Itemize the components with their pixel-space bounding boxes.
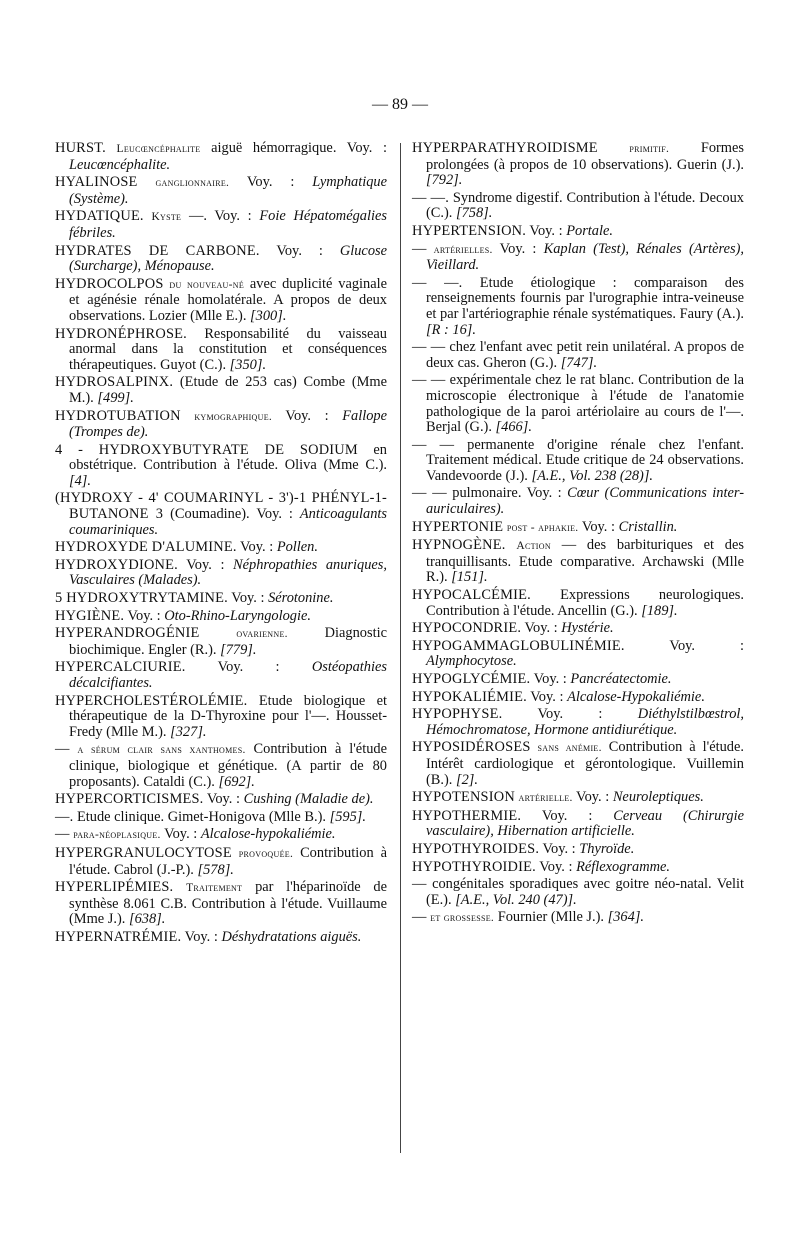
entry-text: Voy. : xyxy=(246,174,295,191)
index-entry xyxy=(412,373,744,435)
index-entry xyxy=(412,707,744,738)
entry-qualifier: sans anémie. xyxy=(537,742,602,755)
entry-text: Voy. : xyxy=(164,826,198,843)
entry-reference: Pollen. xyxy=(276,539,318,556)
entry-text: Voy. : xyxy=(127,607,161,624)
entry-headword: HYDROTUBATION xyxy=(55,407,181,424)
entry-headword: HYPOCALCÉMIE. xyxy=(412,587,531,604)
index-entry xyxy=(412,809,744,840)
entry-reference: Réflexogramme. xyxy=(576,858,670,875)
entry-headword: HYPERCHOLESTÉROLÉMIE. xyxy=(55,692,248,709)
entry-qualifier: provoquée. xyxy=(238,847,294,860)
entry-text: Voy. : xyxy=(231,590,265,607)
entry-reference: Cœur (Communications inter-auriculaires). xyxy=(426,485,744,518)
entry-reference: [151]. xyxy=(451,569,488,586)
entry-text: Voy. : xyxy=(533,671,567,687)
entry-text: Voy. : xyxy=(206,791,240,808)
index-entry xyxy=(412,486,744,517)
index-entry xyxy=(412,224,744,240)
entry-text: pulmonaire. Voy. : xyxy=(452,485,562,502)
entry-reference: Kaplan (Test), Rénales (Artères), Vieillard. xyxy=(426,240,744,274)
entry-text: Voy. : xyxy=(669,637,745,654)
entry-text: Voy. : xyxy=(537,706,603,723)
entry-headword: (HYDROXY - 4' COUMARINYL - 3')-1 PHÉNYL-1-BUTANONE 3 xyxy=(55,490,387,523)
entry-reference: Lymphatique (Système). xyxy=(69,174,387,207)
entry-text: (Coumadine). Voy. : xyxy=(170,506,293,523)
entry-qualifier: et grossesse. xyxy=(430,912,495,925)
entry-qualifier: Kyste xyxy=(151,211,182,224)
entry-headword: HYPOCONDRIE. xyxy=(412,620,522,637)
entry-headword: HYPNOGÈNE. xyxy=(412,537,506,554)
entry-headword: HYDRATES DE CARBONE. xyxy=(55,242,260,259)
entry-text: Etude étiologique : comparaison des renseignements fournis par l'urographie intra-veineuse et par l'artériographie rénale systématiques. Faury (A.). xyxy=(426,274,744,322)
entry-reference: [595]. xyxy=(329,808,366,825)
entry-headword: HYPOSIDÉROSES xyxy=(412,739,531,756)
entry-qualifier: Action xyxy=(516,540,551,553)
entry-text: Voy. : xyxy=(285,407,329,424)
entry-text: permanente d'origine rénale chez l'enfant. Traitement médical. Etude critique de 24 observations. Vandevoorde (J.). xyxy=(426,436,744,484)
entry-reference: [350]. xyxy=(229,356,267,373)
entry-headword: HYPOTHYROIDIE. xyxy=(412,858,536,875)
entry-qualifier: artérielles. xyxy=(433,243,493,256)
entry-reference: Portale. xyxy=(566,222,613,239)
entry-reference: [A.E., Vol. 240 (47)]. xyxy=(455,891,577,908)
entry-headword: HYPERGRANULOCYTOSE xyxy=(55,844,232,861)
entry-reference: Leucœncéphalite. xyxy=(69,156,171,173)
entry-text: aiguë hémorragique. Voy. : xyxy=(211,140,387,156)
index-entry xyxy=(55,660,387,691)
entry-reference: Glucose (Surcharge), Ménopause. xyxy=(69,242,387,275)
index-entry xyxy=(55,209,387,241)
entry-qualifier: ganglionnaire. xyxy=(155,177,230,190)
entry-headword: — xyxy=(55,741,70,758)
index-entry xyxy=(55,591,387,607)
entry-qualifier: du nouveau-né xyxy=(169,278,245,291)
entry-text: Etude clinique. Gimet-Honigova (Mlle B.). xyxy=(77,808,326,825)
entry-reference: Anticoagulants coumariniques. xyxy=(69,506,387,538)
entry-headword: HYDROXYDIONE. xyxy=(55,556,178,573)
index-entry xyxy=(412,672,744,688)
index-entry xyxy=(412,588,744,619)
entry-headword: HYPERANDROGÉNIE xyxy=(55,625,200,642)
entry-text: Voy. : xyxy=(542,840,576,857)
index-entry xyxy=(412,790,744,807)
index-entry xyxy=(55,810,387,826)
entry-headword: HYPOTHYROIDES. xyxy=(412,840,540,857)
entry-text: (Etude de 253 cas) Combe (Mme M.). xyxy=(69,374,388,406)
entry-reference: Foie Hépatomégalies fébriles. xyxy=(69,208,387,241)
entry-headword: — xyxy=(412,240,427,257)
index-entry xyxy=(55,558,387,589)
entry-reference: [758]. xyxy=(456,205,493,222)
index-entry xyxy=(55,244,387,275)
entry-text: Voy. : xyxy=(529,222,563,239)
entry-reference: [747]. xyxy=(560,354,598,371)
index-entry xyxy=(412,538,744,586)
entry-text: Voy. : xyxy=(184,928,218,945)
entry-headword: HYPOTHERMIE. xyxy=(412,807,522,824)
index-entry xyxy=(412,740,744,788)
index-entry xyxy=(412,340,744,371)
right-column xyxy=(412,141,744,929)
index-entry xyxy=(55,175,387,207)
index-entry xyxy=(55,409,387,441)
index-entry xyxy=(412,860,744,876)
page-number: — 89 — xyxy=(372,96,428,113)
entry-text: Syndrome digestif. Contribution à l'étude. Decoux (C.). xyxy=(426,189,744,222)
entry-text: Contribution à l'étude clinique, biologique et génétique. (A partir de 80 proposants). Cataldi (C.). xyxy=(69,741,387,790)
entry-text: Voy. : xyxy=(276,242,323,259)
entry-text: Diagnostic biochimique. Engler (R.). xyxy=(69,625,387,658)
entry-reference: [189]. xyxy=(641,602,678,619)
index-entry xyxy=(55,846,387,878)
entry-headword: — —. xyxy=(412,189,450,206)
entry-reference: [779]. xyxy=(220,641,257,658)
entry-text: Responsabilité du vaisseau anormal dans la constitution et conséquences thérapeutiques. Guyot (C.). xyxy=(69,325,387,373)
entry-reference: Ostéopathies décalcifiantes. xyxy=(69,659,387,691)
index-entry xyxy=(55,880,387,928)
entry-headword: — — xyxy=(412,485,447,502)
index-entry xyxy=(55,827,387,844)
entry-reference: Diéthylstilbœstrol, Hémochromatose, Hormone antidiurétique. xyxy=(426,706,744,738)
entry-text: Voy. : xyxy=(539,858,573,875)
index-entry xyxy=(55,491,387,538)
entry-headword: HYDROCOLPOS xyxy=(55,275,164,292)
entry-qualifier: a sérum clair sans xanthomes. xyxy=(77,744,246,757)
entry-text: Voy. : xyxy=(524,620,558,637)
entry-text: Voy. : xyxy=(217,659,280,676)
entry-headword: HYPERLIPÉMIES. xyxy=(55,879,174,896)
entry-text: congénitales sporadiques avec goitre néo-natal. Velit (E.). xyxy=(426,876,744,908)
entry-reference: [4]. xyxy=(69,472,91,489)
entry-text: expérimentale chez le rat blanc. Contribution de la microscopie électronique à l'étude de l'anatomie pathologique de la paroi artériolaire au cours de l'—. Berjal (G.). xyxy=(426,372,744,436)
index-entry xyxy=(412,877,744,908)
entry-headword: 4 - HYDROXYBUTYRATE DE SODIUM xyxy=(55,441,358,458)
entry-headword: HYPOKALIÉMIE. xyxy=(412,688,527,705)
index-entry xyxy=(412,191,744,222)
entry-reference: Cushing (Maladie de). xyxy=(243,791,374,808)
entry-reference: Alcalose-Hypokaliémie. xyxy=(567,688,705,705)
entry-headword: — — xyxy=(412,436,455,453)
index-entry xyxy=(55,930,387,946)
entry-text: Voy. : xyxy=(240,539,274,556)
index-entry xyxy=(55,277,387,325)
entry-qualifier: Traitement xyxy=(186,882,243,895)
entry-headword: HYDROSALPINX. xyxy=(55,374,174,391)
entry-headword: HYPERPARATHYROIDISME xyxy=(412,140,598,156)
entry-headword: — xyxy=(412,909,427,926)
entry-reference: Déshydratations aiguës. xyxy=(221,928,362,945)
entry-reference: Alymphocytose. xyxy=(426,653,517,670)
column-divider xyxy=(400,143,401,1153)
entry-text: Etude biologique et thérapeutique de la D-Thyroxine pour l'—. Housset-Fredy (Mlle M.). xyxy=(69,692,387,740)
index-entry xyxy=(412,141,744,189)
entry-reference: Cerveau (Chirurgie vasculaire), Hibernation artificielle. xyxy=(426,807,744,840)
entry-reference: Alcalose-hypokaliémie. xyxy=(200,826,336,843)
entry-reference: [792]. xyxy=(426,172,463,189)
entry-text: —. Voy. : xyxy=(188,208,252,225)
entry-headword: 5 HYDROXYTRYTAMINE. xyxy=(55,590,228,607)
entry-reference: Oto-Rhino-Laryngologie. xyxy=(164,607,311,624)
entry-text: par l'héparinoïde de synthèse 8.061 C.B. Contribution à l'étude. Vuillaume (Mme J.). xyxy=(69,879,387,928)
entry-reference: Thyroïde. xyxy=(579,840,635,857)
entry-text: Voy. : xyxy=(576,789,610,806)
entry-text: Voy. : xyxy=(581,518,615,535)
entry-text: Formes prolongées (à propos de 10 observations). Guerin (J.). xyxy=(426,140,744,173)
entry-qualifier: Leucœncéphalite xyxy=(116,143,201,155)
entry-reference: [R : 16]. xyxy=(426,321,476,338)
entry-headword: HYPERTONIE xyxy=(412,518,504,535)
entry-text: Voy. : xyxy=(541,807,593,824)
index-entry xyxy=(412,910,744,927)
entry-text: Voy. : xyxy=(499,240,537,257)
entry-text: Contribution à l'étude. Cabrol (J.-P.). xyxy=(69,844,387,878)
entry-headword: — — xyxy=(412,372,446,389)
index-entry xyxy=(55,626,387,658)
index-entry xyxy=(412,520,744,537)
entry-qualifier: artérielle. xyxy=(518,792,573,805)
entry-headword: HYALINOSE xyxy=(55,174,138,191)
index-entry xyxy=(412,242,744,274)
entry-text: en obstétrique. Contribution à l'étude. Oliva (Mme C.). xyxy=(69,441,387,474)
entry-text: Voy. : xyxy=(530,688,564,705)
entry-reference: Fallope (Trompes de). xyxy=(69,407,387,441)
entry-reference: [300]. xyxy=(250,307,287,324)
entry-headword: — xyxy=(55,826,70,843)
entry-reference: [692]. xyxy=(218,773,255,790)
entry-headword: HURST. xyxy=(55,140,106,156)
entry-text: — des barbituriques et des tranquillisants. Etude comparative. Archawski (Mlle R.). xyxy=(426,537,744,586)
entry-headword: HYPERCALCIURIE. xyxy=(55,659,186,676)
index-entry xyxy=(55,742,387,790)
entry-headword: — xyxy=(412,876,427,893)
index-entry xyxy=(412,690,744,706)
entry-headword: — — xyxy=(412,339,446,356)
entry-reference: [2]. xyxy=(456,771,478,788)
index-entry xyxy=(55,443,387,490)
entry-reference: Neuroleptiques. xyxy=(612,789,704,806)
entry-qualifier: kymographique. xyxy=(194,410,273,423)
entry-headword: HYDRONÉPHROSE. xyxy=(55,325,187,342)
entry-headword: HYDROXYDE D'ALUMINE. xyxy=(55,539,237,556)
index-entry xyxy=(412,639,744,670)
entry-reference: [466]. xyxy=(495,419,532,436)
entry-text: Fournier (Mlle J.). xyxy=(497,909,605,926)
index-entry xyxy=(55,141,387,173)
entry-reference: [499]. xyxy=(97,389,134,406)
entry-headword: HYPOPHYSE. xyxy=(412,706,503,723)
entry-headword: HYDATIQUE. xyxy=(55,208,144,225)
entry-qualifier: ovarienne. xyxy=(236,628,288,641)
entry-reference: Sérotonine. xyxy=(268,590,334,607)
entry-text: chez l'enfant avec petit rein unilatéral. A propos de deux cas. Gheron (G.). xyxy=(426,339,744,371)
entry-qualifier: post - aphakie. xyxy=(506,521,579,534)
index-entry xyxy=(55,540,387,556)
entry-headword: HYGIÈNE. xyxy=(55,607,125,624)
entry-headword: HYPERNATRÉMIE. xyxy=(55,928,182,945)
entry-text: Expressions neurologiques. Contribution à l'étude. Ancellin (G.). xyxy=(426,587,744,619)
index-entry xyxy=(412,276,744,338)
entry-reference: Hystérie. xyxy=(561,620,614,637)
entry-reference: Néphropathies anuriques, Vasculaires (Malades). xyxy=(69,556,388,589)
entry-reference: [578]. xyxy=(197,861,234,878)
entry-headword: —. xyxy=(55,808,74,825)
index-entry xyxy=(55,609,387,625)
left-column xyxy=(55,141,387,948)
entry-headword: HYPOGLYCÉMIE. xyxy=(412,671,531,687)
entry-reference: [A.E., Vol. 238 (28)]. xyxy=(531,467,654,484)
entry-headword: HYPOGAMMAGLOBULINÉMIE. xyxy=(412,637,625,654)
entry-headword: HYPOTENSION xyxy=(412,789,515,806)
entry-reference: Pancréatectomie. xyxy=(570,671,672,687)
index-entry xyxy=(55,694,387,741)
index-entry xyxy=(55,327,387,374)
index-entry xyxy=(55,375,387,406)
entry-reference: [327]. xyxy=(170,723,207,740)
entry-headword: HYPERCORTICISMES. xyxy=(55,791,204,808)
entry-reference: Cristallin. xyxy=(618,518,678,535)
entry-text: Contribution à l'étude. Intérêt cardiologique et gérontologique. Vuillemin (B.). xyxy=(426,739,744,788)
index-entry xyxy=(412,621,744,637)
index-entry xyxy=(55,792,387,808)
entry-reference: [364]. xyxy=(607,909,645,926)
index-entry xyxy=(412,438,744,485)
entry-qualifier: para-néoplasique. xyxy=(73,829,161,842)
entry-text: avec duplicité vaginale et agénésie rénale homolatérale. A propos de deux observations. Lozier (Mlle E.). xyxy=(69,275,387,324)
entry-text: Voy. : xyxy=(186,556,225,573)
entry-qualifier: primitif. xyxy=(629,143,670,155)
index-entry xyxy=(412,842,744,858)
entry-headword: HYPERTENSION. xyxy=(412,222,527,239)
entry-reference: [638]. xyxy=(128,911,166,928)
entry-headword: — —. xyxy=(412,274,463,291)
